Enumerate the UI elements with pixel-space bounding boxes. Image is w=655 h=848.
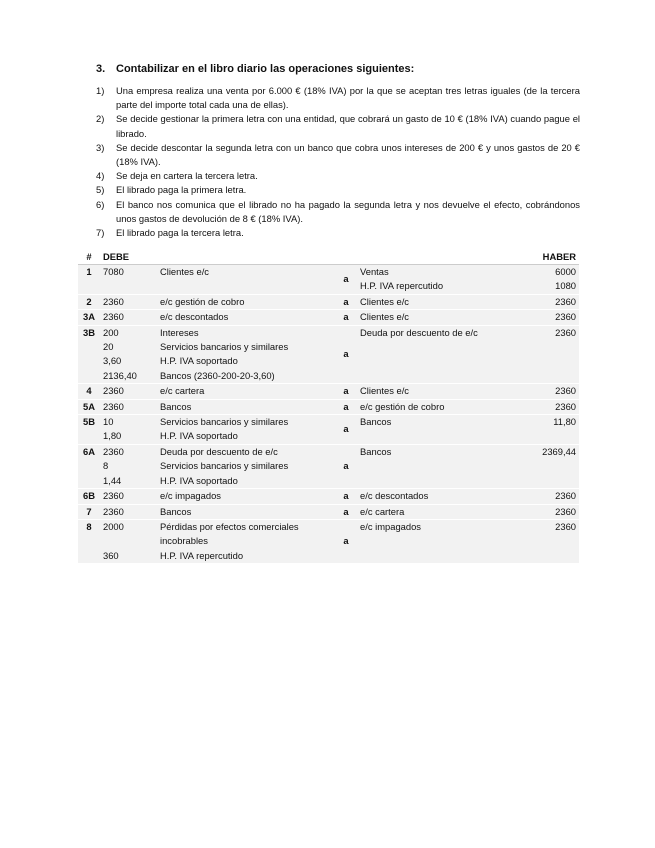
haber-amount: 11,80	[553, 416, 577, 428]
operation-item	[96, 141, 580, 169]
a-separator: a	[335, 519, 357, 563]
a-separator: a	[335, 325, 357, 384]
entry-number: 7	[78, 504, 100, 519]
haber-accounts	[357, 265, 515, 295]
haber-amounts	[515, 294, 579, 309]
operation-item	[96, 183, 580, 197]
haber-account: H.P. IVA repercutido	[360, 280, 444, 292]
header-debe: DEBE	[100, 249, 335, 265]
haber-accounts	[357, 384, 515, 399]
debe-account: incobrables	[160, 535, 208, 547]
debe-account: Pérdidas por efectos comerciales	[160, 520, 299, 532]
haber-accounts	[357, 325, 515, 384]
debe-accounts	[157, 310, 335, 325]
debe-account: H.P. IVA soportado	[160, 430, 238, 442]
haber-amounts	[515, 325, 579, 384]
debe-amount: 2360	[103, 385, 124, 397]
table-row	[78, 519, 579, 563]
haber-account: Clientes e/c	[360, 385, 409, 397]
a-separator: a	[335, 294, 357, 309]
a-separator: a	[335, 265, 357, 295]
header-number: #	[78, 249, 100, 265]
haber-amount: 6000	[555, 266, 577, 277]
table-row	[78, 325, 579, 384]
operation-item	[96, 84, 580, 112]
debe-amounts	[100, 310, 157, 325]
debe-accounts	[157, 265, 335, 295]
debe-accounts	[157, 415, 335, 445]
debe-account: H.P. IVA repercutido	[160, 549, 244, 561]
haber-amount: 2360	[555, 490, 577, 502]
debe-accounts	[157, 399, 335, 414]
header-spacer	[357, 249, 515, 265]
haber-amount: 2360	[555, 400, 577, 412]
haber-amount: 2360	[555, 385, 577, 397]
haber-amount: 2360	[555, 311, 577, 323]
haber-accounts	[357, 444, 515, 488]
haber-accounts	[357, 504, 515, 519]
debe-amount: 20	[103, 341, 114, 353]
a-separator: a	[335, 444, 357, 488]
debe-accounts	[157, 504, 335, 519]
operation-number: 5)	[96, 184, 105, 196]
haber-amount: 1080	[555, 280, 577, 292]
operations-list	[96, 84, 580, 240]
debe-amount: 2360	[103, 490, 124, 502]
operation-item	[96, 198, 580, 226]
operation-text: Se decide descontar la segunda letra con un banco que cobra unos intereses de 200 € y unos gastos de 20 € (18% IVA).	[116, 141, 580, 168]
entry-number: 5A	[78, 399, 100, 414]
debe-amounts	[100, 415, 157, 445]
debe-account: Servicios bancarios y similares	[160, 460, 289, 472]
debe-amounts	[100, 399, 157, 414]
journal-table	[78, 249, 579, 563]
haber-amounts	[515, 504, 579, 519]
table-row	[78, 504, 579, 519]
haber-account: Deuda por descuento de e/c	[360, 326, 478, 338]
debe-amount: 2360	[103, 400, 124, 412]
operation-number: 7)	[96, 227, 105, 239]
entry-number: 5B	[78, 415, 100, 445]
haber-account: e/c impagados	[360, 520, 421, 532]
debe-accounts	[157, 444, 335, 488]
a-separator: a	[335, 310, 357, 325]
haber-account: e/c cartera	[360, 505, 405, 517]
entry-number: 3B	[78, 325, 100, 384]
entry-number: 2	[78, 294, 100, 309]
operation-number: 4)	[96, 170, 105, 182]
haber-amounts	[515, 519, 579, 563]
haber-amount: 2360	[555, 326, 577, 338]
debe-amount: 2000	[103, 520, 124, 532]
operation-item	[96, 112, 580, 140]
table-row	[78, 265, 579, 295]
entry-number: 6B	[78, 489, 100, 504]
table-row	[78, 399, 579, 414]
debe-amount: 2360	[103, 445, 124, 457]
entry-number: 4	[78, 384, 100, 399]
haber-account: e/c descontados	[360, 490, 429, 502]
debe-account: Deuda por descuento de e/c	[160, 445, 278, 457]
entry-number: 1	[78, 265, 100, 295]
debe-amount: 360	[103, 549, 119, 561]
debe-account: Servicios bancarios y similares	[160, 416, 289, 428]
debe-accounts	[157, 325, 335, 384]
haber-account: Bancos	[360, 445, 392, 457]
debe-amounts	[100, 325, 157, 384]
table-row	[78, 415, 579, 445]
haber-amounts	[515, 265, 579, 295]
debe-accounts	[157, 519, 335, 563]
debe-account: Servicios bancarios y similares	[160, 341, 289, 353]
debe-amount: 2360	[103, 295, 124, 307]
debe-amount	[103, 534, 154, 548]
haber-accounts	[357, 519, 515, 563]
haber-account: Clientes e/c	[360, 295, 409, 307]
table-row	[78, 310, 579, 325]
haber-amounts	[515, 489, 579, 504]
entry-number: 6A	[78, 444, 100, 488]
debe-accounts	[157, 489, 335, 504]
journal-body	[78, 265, 579, 564]
debe-amounts	[100, 444, 157, 488]
haber-accounts	[357, 489, 515, 504]
debe-account: e/c descontados	[160, 311, 229, 323]
haber-amount: 2360	[555, 295, 577, 307]
haber-amounts	[515, 399, 579, 414]
debe-account: Clientes e/c	[160, 266, 209, 277]
debe-amount: 2360	[103, 505, 124, 517]
exercise-title-text: Contabilizar en el libro diario las operaciones siguientes:	[116, 63, 415, 75]
table-header-row	[78, 249, 579, 265]
debe-accounts	[157, 294, 335, 309]
haber-accounts	[357, 399, 515, 414]
operation-text: El librado paga la tercera letra.	[116, 227, 244, 239]
haber-amounts	[515, 444, 579, 488]
a-separator: a	[335, 415, 357, 445]
a-separator: a	[335, 504, 357, 519]
entry-number: 3A	[78, 310, 100, 325]
table-row	[78, 444, 579, 488]
debe-amount: 10	[103, 416, 114, 428]
debe-accounts	[157, 384, 335, 399]
debe-amount: 2360	[103, 311, 124, 323]
debe-account: Bancos	[160, 505, 192, 517]
debe-account: Bancos	[160, 400, 192, 412]
operation-text: El librado paga la primera letra.	[116, 184, 247, 196]
haber-amounts	[515, 310, 579, 325]
table-row	[78, 384, 579, 399]
haber-accounts	[357, 294, 515, 309]
debe-account: Intereses	[160, 326, 199, 338]
debe-account: e/c gestión de cobro	[160, 295, 245, 307]
operation-text: El banco nos comunica que el librado no ha pagado la segunda letra y nos devuelve el efecto, cobrándonos unos gastos de devolución de 8 € (18% IVA).	[116, 198, 580, 224]
debe-amounts	[100, 504, 157, 519]
exercise-number: 3.	[96, 63, 106, 75]
haber-account: Clientes e/c	[360, 311, 409, 323]
operation-item	[96, 169, 580, 183]
debe-amounts	[100, 519, 157, 563]
debe-amounts	[100, 294, 157, 309]
debe-amount: 7080	[103, 266, 124, 277]
haber-amount: 2360	[555, 505, 577, 517]
haber-accounts	[357, 415, 515, 445]
a-separator: a	[335, 399, 357, 414]
a-separator: a	[335, 384, 357, 399]
debe-amount: 3,60	[103, 355, 122, 367]
debe-account: e/c cartera	[160, 385, 205, 397]
haber-amounts	[515, 415, 579, 445]
operation-number: 1)	[96, 85, 105, 96]
operation-item	[96, 226, 580, 240]
debe-amounts	[100, 489, 157, 504]
operation-text: Se deja en cartera la tercera letra.	[116, 170, 258, 182]
debe-amount: 200	[103, 326, 119, 338]
header-spacer	[335, 249, 357, 265]
exercise-title	[96, 63, 414, 75]
debe-account: e/c impagados	[160, 490, 221, 502]
debe-amount: 8	[103, 460, 109, 472]
haber-account: e/c gestión de cobro	[360, 400, 445, 412]
debe-account: Bancos (2360-200-20-3,60)	[160, 369, 275, 381]
entry-number: 8	[78, 519, 100, 563]
haber-amount: 2369,44	[542, 445, 577, 457]
operation-text: Se decide gestionar la primera letra con una entidad, que cobrará un gasto de 10 € (18% IVA) cuando pague el librado.	[116, 113, 580, 139]
debe-amount: 1,44	[103, 474, 122, 486]
debe-amount: 1,80	[103, 430, 122, 442]
a-separator: a	[335, 489, 357, 504]
operation-number: 6)	[96, 198, 105, 210]
haber-account: Bancos	[360, 416, 392, 428]
operation-text: Una empresa realiza una venta por 6.000 € (18% IVA) por la que se aceptan tres letras iguales (de la tercera parte del importe total cada una de ellas).	[116, 85, 580, 111]
debe-account: H.P. IVA soportado	[160, 474, 238, 486]
debe-amounts	[100, 384, 157, 399]
debe-account: H.P. IVA soportado	[160, 355, 238, 367]
header-haber: HABER	[515, 249, 579, 265]
operation-number: 3)	[96, 141, 105, 153]
table-row	[78, 489, 579, 504]
haber-accounts	[357, 310, 515, 325]
debe-amounts	[100, 265, 157, 295]
haber-amount: 2360	[555, 520, 577, 532]
operation-number: 2)	[96, 113, 105, 125]
haber-account: Ventas	[360, 266, 389, 277]
table-row	[78, 294, 579, 309]
haber-amounts	[515, 384, 579, 399]
debe-amount: 2136,40	[103, 369, 137, 381]
